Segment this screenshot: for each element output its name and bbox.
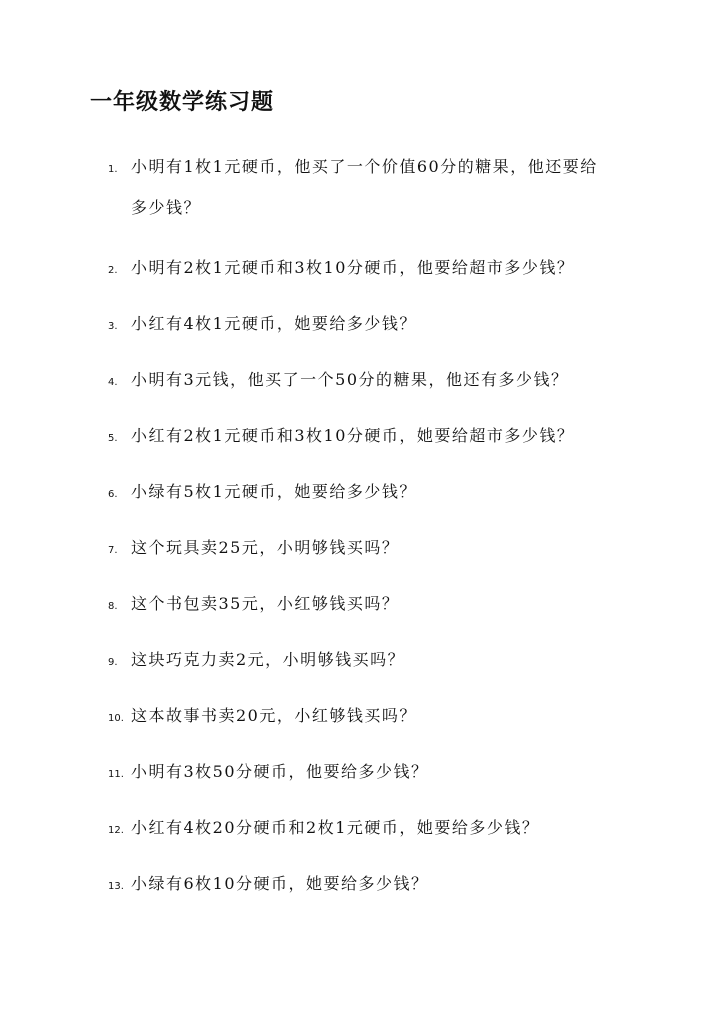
question-number: 4. bbox=[108, 377, 118, 388]
question-number: 8. bbox=[108, 601, 118, 612]
question-text-continued: 多少钱？ bbox=[131, 198, 202, 217]
question-text: 小绿有6枚10分硬币，她要给多少钱？ bbox=[131, 874, 429, 893]
question-number: 3. bbox=[108, 321, 118, 332]
question-number: 5. bbox=[108, 433, 118, 444]
question-text: 这本故事书卖20元，小红够钱买吗？ bbox=[131, 706, 417, 725]
question-text: 这块巧克力卖2元，小明够钱买吗？ bbox=[131, 650, 406, 669]
question-text: 这个书包卖35元，小红够钱买吗？ bbox=[131, 594, 400, 613]
question-text: 小明有3元钱，他买了一个50分的糖果，他还有多少钱？ bbox=[131, 370, 569, 389]
page-title: 一年级数学练习题 bbox=[90, 89, 275, 115]
question-number: 13. bbox=[108, 881, 124, 892]
question-number: 7. bbox=[108, 545, 118, 556]
question-text: 小明有3枚50分硬币，他要给多少钱？ bbox=[131, 762, 429, 781]
question-number: 10. bbox=[108, 713, 124, 724]
question-number: 1. bbox=[108, 164, 118, 175]
question-text: 小红有4枚20分硬币和2枚1元硬币，她要给多少钱？ bbox=[131, 818, 540, 837]
question-text: 小红有4枚1元硬币，她要给多少钱？ bbox=[131, 314, 417, 333]
question-text: 这个玩具卖25元，小明够钱买吗？ bbox=[131, 538, 400, 557]
question-text: 小绿有5枚1元硬币，她要给多少钱？ bbox=[131, 482, 417, 501]
question-number: 9. bbox=[108, 657, 118, 668]
question-text: 小红有2枚1元硬币和3枚10分硬币，她要给超市多少钱？ bbox=[131, 426, 575, 445]
question-number: 6. bbox=[108, 489, 118, 500]
question-number: 12. bbox=[108, 825, 124, 836]
question-text: 小明有1枚1元硬币，他买了一个价值60分的糖果，他还要给 bbox=[131, 157, 598, 176]
question-number: 11. bbox=[108, 769, 124, 780]
question-text: 小明有2枚1元硬币和3枚10分硬币，他要给超市多少钱？ bbox=[131, 258, 575, 277]
question-number: 2. bbox=[108, 265, 118, 276]
